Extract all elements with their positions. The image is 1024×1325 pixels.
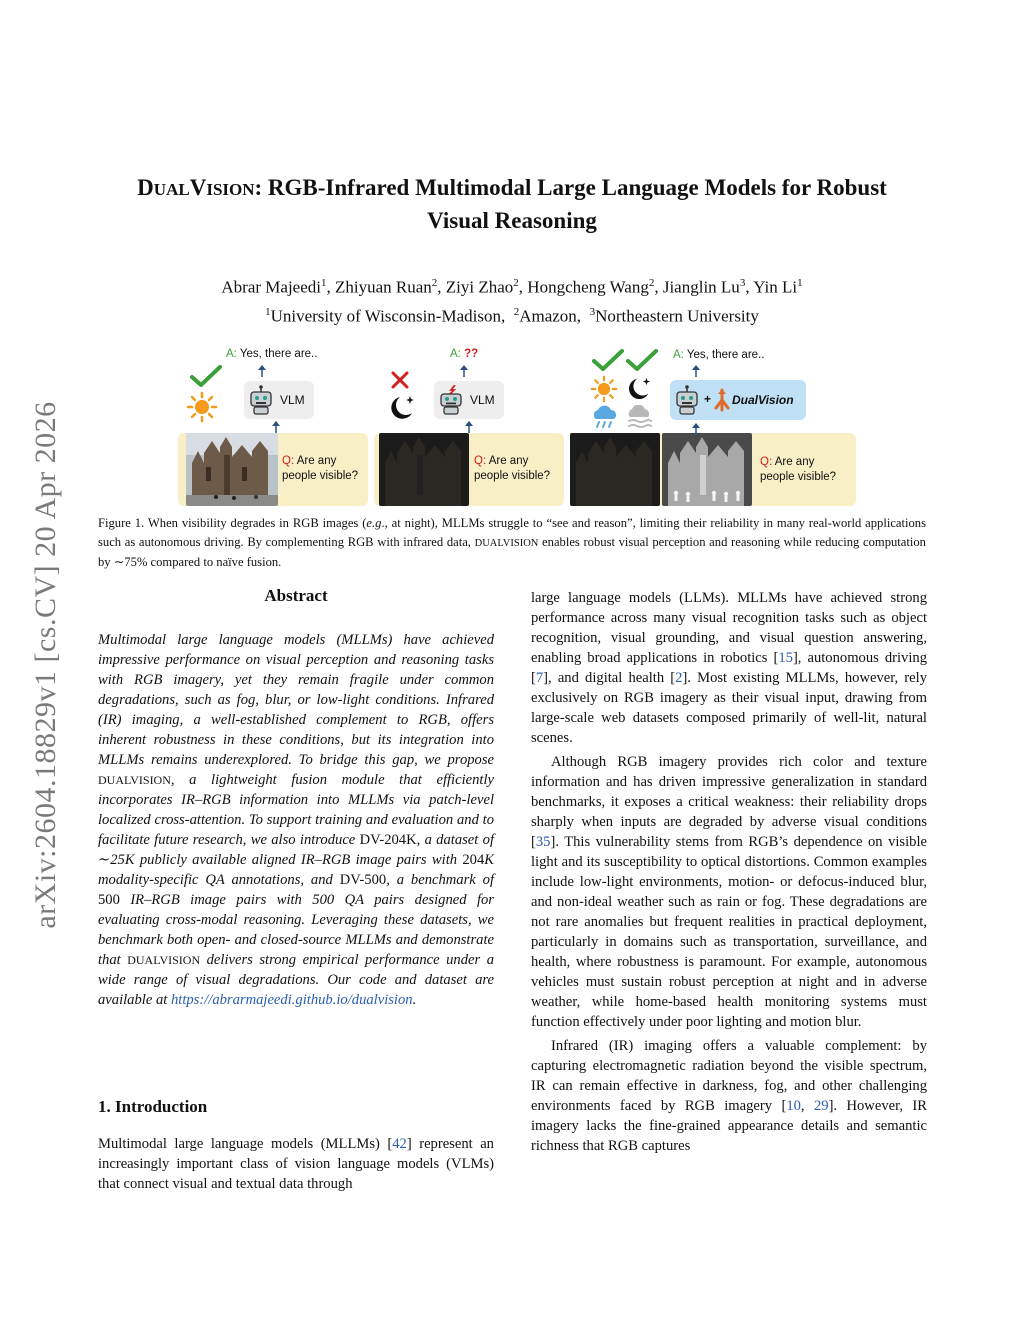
- vlm-box-2: [434, 381, 504, 419]
- figure-1: [176, 343, 856, 508]
- rgb-night-image: [379, 433, 469, 506]
- plus-label: +: [704, 392, 712, 406]
- abstract-body: Multimodal large language models (MLLMs) have achieved impressive performance on visual perception and reasoning tasks with RGB imagery, yet they remain fragile under common degradations, such as fog, blur, or low-light conditions. Infrared (IR) imaging, a well-established complement to RGB, offers inherent robustness in these conditions, but its integration into MLLMs remains underexplored. To bridge this gap, we propose DUALVISION, a lightweight fusion module that efficiently incorporates IR–RGB information into MLLMs via patch-level localized cross-attention. To support training and evaluation and to facilitate future research, we also introduce DV-204K, a dataset of ∼25K publicly available aligned IR–RGB image pairs with 204K modality-specific QA annotations, and DV-500, a benchmark of 500 IR–RGB image pairs with 500 QA pairs designed for evaluating cross-modal reasoning. Leveraging these datasets, we benchmark both open- and closed-source MLLMs and demonstrate that DUALVISION delivers strong empirical performance under a wide range of visual degradations. Our code and dataset are available at https://abrarmajeedi.github.io/dualvision.: [98, 632, 494, 1008]
- author-list: Abrar Majeedi$^1$, Zhiyuan Ruan$^2$, Ziyi Zhao$^2$, Hongcheng Wang$^2$, Jianglin Lu$^3$, Yin Li$^1$ $^1$University of Wisconsin-Madison, $^2$Amazon, $^3$Northeastern University: [90, 271, 934, 328]
- moon-icon: [386, 393, 418, 423]
- moon-icon: [624, 375, 654, 403]
- section-heading-introduction: 1. Introduction: [98, 1097, 208, 1116]
- paragraph-1: large language models (LLMs). MLLMs have achieved strong performance across many visual recognition tasks such as object recognition, visual grounding, and visual question answering, enabling broad applications in robotics [15], autonomous driving [7], and digital health [2]. Most existing MLLMs, however, rely exclusively on RGB imagery as their visual input, drawing from large-scale web datasets composed primarily of well-lit, natural scenes.: [531, 590, 927, 746]
- rgb-night-image-2: [570, 433, 660, 506]
- robot-confused-icon: [438, 385, 464, 415]
- figure-caption: Figure 1. When visibility degrades in RGB images (e.g., at night), MLLMs struggle to “see and reason”, limiting their reliability in many real-world applications such as autonomous driving. By complementing RGB with infrared data, DUALVISION enables robust visual perception and reasoning while reducing computation by ∼75% compared to naïve fusion.: [98, 516, 927, 569]
- citation-link[interactable]: 10: [786, 1098, 801, 1114]
- citation-link[interactable]: 15: [778, 650, 793, 666]
- question-2: Q: Are any people visible?: [474, 455, 551, 482]
- arrow-up-icon: [691, 365, 701, 377]
- check-icon: [626, 349, 658, 371]
- abstract-heading: Abstract: [264, 586, 328, 605]
- check-icon: [190, 365, 222, 387]
- robot-icon: [248, 385, 274, 415]
- intro-paragraph: Multimodal large language models (MLLMs) [42] represent an increasingly important class of vision language models (VLMs) that connect visual and textual data through: [98, 1136, 494, 1192]
- paragraph-3: Infrared (IR) imaging offers a valuable complement: by capturing electromagnetic radiation beyond the visible spectrum, IR can remain effective in darkness, fog, and other challenging environments faced by RGB imagery [10, 29]. However, IR imagery lacks the fine-grained appearance details and semantic richness that RGB captures: [531, 1038, 928, 1154]
- infrared-image: [662, 433, 752, 506]
- question-3: Q: Are any people visible?: [760, 456, 837, 483]
- sun-icon: [590, 375, 618, 403]
- arrow-up-icon: [271, 421, 281, 433]
- vlm-label-1: VLM: [280, 393, 305, 407]
- cross-icon: [391, 371, 409, 389]
- answer-3: A: Yes, there are..: [673, 349, 765, 361]
- right-column: [531, 588, 927, 1156]
- affiliations: $^1$University of Wisconsin-Madison, $^2$Amazon, $^3$Northeastern University: [265, 305, 759, 326]
- arxiv-stamp: arXiv:2604.18829v1 [cs.CV] 20 Apr 2026: [29, 401, 62, 929]
- arrow-up-icon: [459, 365, 469, 377]
- question-1: Q: Are any people visible?: [282, 455, 359, 482]
- sun-icon: [186, 391, 218, 423]
- answer-1: A: Yes, there are..: [226, 348, 318, 360]
- dualvision-label: DualVision: [732, 393, 794, 407]
- dualvision-box: [670, 380, 806, 420]
- arrow-up-icon: [464, 421, 474, 433]
- arrow-up-icon: [257, 365, 267, 377]
- citation-link[interactable]: 7: [535, 670, 544, 686]
- citation-link[interactable]: 29: [813, 1098, 829, 1114]
- vlm-label-2: VLM: [470, 393, 495, 407]
- citation-link[interactable]: 35: [535, 834, 551, 850]
- rain-cloud-icon: [590, 405, 620, 429]
- fog-cloud-icon: [624, 405, 654, 429]
- citation-link[interactable]: 42: [392, 1136, 407, 1152]
- project-url-link[interactable]: https://abrarmajeedi.github.io/dualvision: [170, 992, 413, 1008]
- paper-title: DUALVISION: RGB-Infrared Multimodal Large Language Models for Robust Visual Reasoning: [137, 175, 887, 233]
- fusion-icon: [714, 388, 730, 412]
- rgb-day-image: [186, 433, 278, 506]
- answer-2: A: ??: [450, 348, 479, 360]
- arrow-up-icon: [691, 423, 701, 435]
- citation-link[interactable]: 2: [675, 670, 683, 686]
- check-icon: [592, 349, 624, 371]
- paragraph-2: Although RGB imagery provides rich color and texture information and has driven impressive generalization in standard benchmarks, it exposes a critical weakness: their reliability drops sharply when inputs are degraded by adverse visual conditions [35]. This vulnerability stems from RGB’s dependence on visible light and its susceptibility to optical distortions. Common examples include low-light environments, motion- or defocus-induced blur, and non-ideal weather such as rain or fog. These degradations are not rare anomalies but frequent realities in practical deployment, particularly in domains such as transportation, surveillance, and health, where robustness is paramount. For example, autonomous vehicles must sustain robust perception at night and in adverse weather, while home-based health monitoring systems must function effectively under poor lighting and motion blur.: [531, 754, 927, 1030]
- vlm-box-1: [244, 381, 314, 419]
- robot-icon: [674, 385, 700, 415]
